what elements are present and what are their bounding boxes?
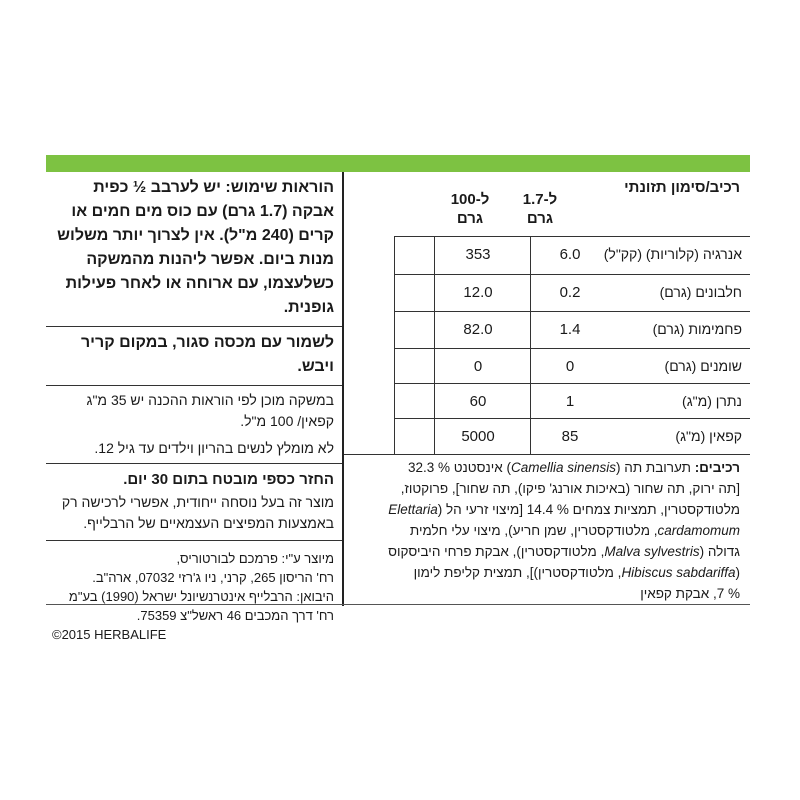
latin-name: cardamomum [657, 523, 740, 538]
ingredients-line: גדולה ( [699, 544, 740, 559]
col-header-100g: ל-100 גרם [450, 191, 490, 227]
latin-name: Camellia sinensis [510, 460, 617, 475]
table-title: רכיב/סימון תזונתי [624, 179, 740, 196]
latin-name: Elettaria [388, 502, 438, 517]
accent-bar [46, 155, 750, 172]
row-label: חלבונים (גרם) [659, 284, 742, 300]
row-label: קפאין (מ"ג) [675, 428, 742, 444]
row-value-serving: 0.2 [559, 284, 581, 301]
ingredients-line: , מלטודקסטרין), אבקת פרחי היביסקוס [388, 544, 605, 559]
row-value-serving: 1 [565, 393, 575, 410]
latin-name: Hibiscus sabdariffa [621, 565, 736, 580]
ingredients-line: ) אינסטנט % 32.3 [407, 460, 511, 475]
caffeine-note: במשקה מוכן לפי הוראות ההכנה יש 35 מ"ג קפאין/ 100 מ"ל. [86, 392, 334, 429]
row-value-100g: 353 [465, 246, 491, 263]
storage-instructions: לשמור עם מכסה סגור, במקום קריר ויבש. [46, 327, 342, 386]
row-value-100g: 5000 [461, 428, 495, 445]
row-value-serving: 85 [561, 428, 579, 445]
latin-name: Malva sylvestris [604, 544, 700, 559]
table-row [394, 348, 750, 383]
ingredients-line: מלטודקסטרין, תמציות צמחים % 14.4 [מיצוי זרעי הל ( [437, 502, 740, 517]
formula-text: מוצר זה בעל נוסחה ייחודית, אפשרי לרכישה רק באמצעות המפיצים העצמאיים של הרבלייף. [61, 494, 334, 531]
ingredients-line: % 7, אבקת קפאין [640, 586, 740, 601]
copyright: ©2015 HERBALIFE [52, 627, 167, 642]
manufacturer-info [46, 541, 342, 644]
row-label: שומנים (גרם) [664, 358, 742, 374]
caffeine-section [46, 386, 342, 464]
table-row [394, 274, 750, 309]
ingredients-line: תערובת תה ( [616, 460, 695, 475]
col-header-serving: ל-1.7 גרם [522, 191, 558, 227]
row-label: פחמימות (גרם) [652, 321, 742, 337]
table-row [394, 311, 750, 346]
footer-line: רח' דרך המכבים 46 ראשל"צ 75359. [136, 608, 334, 623]
ingredients-label: רכיבים: [694, 460, 740, 475]
row-value-serving: 0 [565, 358, 575, 375]
guarantee-text: החזר כספי מובטח בתום 30 יום. [123, 471, 334, 488]
table-row [394, 383, 750, 418]
row-value-serving: 6.0 [559, 246, 581, 263]
footer-line: מיוצר ע"י: פרמכם לבורטוריס, [176, 551, 334, 566]
ingredients-line: , מלטודקסטרין, שמן חריע), מיצוי עלי חלמית [409, 523, 658, 538]
footer-line: רח' הריסון 265, קרני, ניו ג'רזי 07032, ארה"ב. [92, 570, 334, 585]
guarantee-section [46, 464, 342, 541]
footer-line: היבואן: הרבלייף אינטרנשיונל ישראל (1990) בע"מ [68, 589, 334, 604]
ingredients-text [344, 454, 750, 604]
row-value-serving: 1.4 [559, 321, 581, 338]
usage-column [46, 172, 342, 644]
table-row [394, 418, 750, 453]
bottom-border [46, 604, 750, 605]
row-value-100g: 82.0 [463, 321, 493, 338]
table-row [394, 236, 750, 271]
row-value-100g: 0 [473, 358, 483, 375]
ingredients-line: , מלטודקסטרין)], תמצית קליפת לימון [413, 565, 622, 580]
row-value-100g: 60 [469, 393, 487, 410]
warning-text: לא מומלץ לנשים בהריון וילדים עד גיל 12. [94, 440, 334, 456]
row-value-100g: 12.0 [463, 284, 493, 301]
ingredients-line: ( [735, 565, 740, 580]
row-label: נתרן (מ"ג) [682, 393, 742, 409]
row-label: אנרגיה (קלוריות) (קק"ל) [603, 246, 742, 262]
ingredients-line: [תה ירוק, תה שחור (באיכות אורנג' פיקו), תה שחור], פרוקטוז, [400, 481, 740, 496]
usage-instructions: הוראות שימוש: יש לערבב ½ כפית אבקה (1.7 גרם) עם כוס מים חמים או קרים (240 מ"ל). אין לצרוך יותר משלוש מנות ביום. אפשר ליהנות מהמשקה כשלעצמו, עם ארוחה או לאחר פעילות גופנית. [46, 172, 342, 327]
